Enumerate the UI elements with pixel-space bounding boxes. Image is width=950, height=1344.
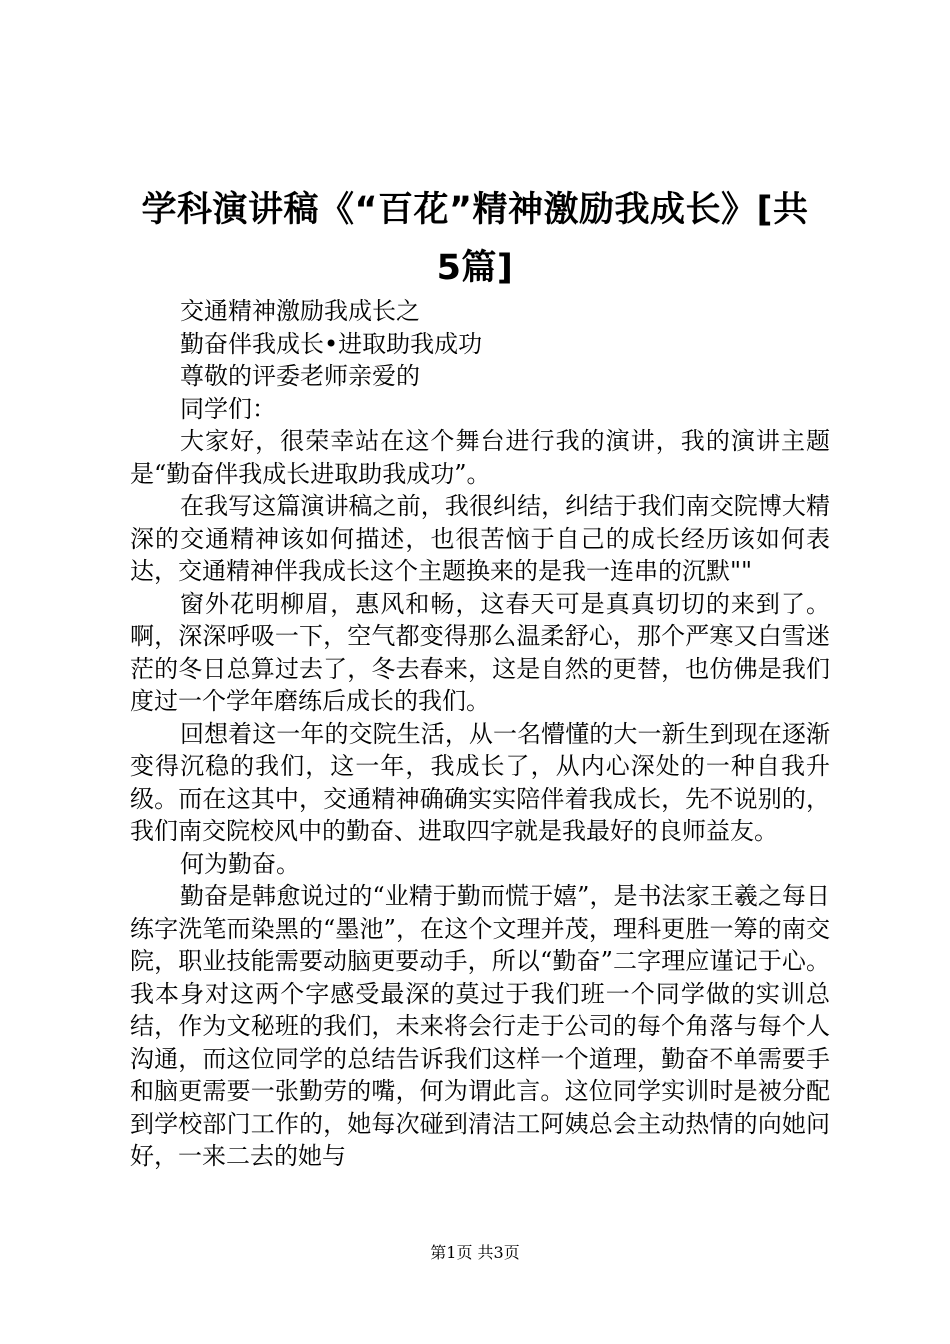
document-title: [120, 181, 830, 297]
paragraph: 何为勤奋。: [180, 849, 300, 878]
paragraph: 窗外花明柳眉，惠风和畅，这春天可是真真切切的来到了。啊，深深呼吸一下，空气都变得那么温柔舒心，那个严寒又白雪迷茫的冬日总算过去了，冬去春来，这是自然的更替，也仿佛是我们度过一个学年磨练后成长的我们。: [130, 589, 830, 715]
paragraph: 尊敬的评委老师亲爱的: [180, 362, 420, 390]
page-footer: 第1页 共3页: [430, 1243, 520, 1262]
paragraph: 大家好，很荣幸站在这个舞台进行我的演讲，我的演讲主题是“勤奋伴我成长进取助我成功”。: [130, 427, 830, 488]
paragraph: 回想着这一年的交院生活，从一名懵懂的大一新生到现在逐渐变得沉稳的我们，这一年，我成长了，从内心深处的一种自我升级。而在这其中，交通精神确确实实陪伴着我成长，先不说别的，我们南交院校风中的勤奋、进取四字就是我最好的良师益友。: [130, 719, 830, 845]
paragraph: 同学们：: [180, 394, 276, 423]
paragraph: 勤奋是韩愈说过的“业精于勤而慌于嬉”，是书法家王羲之每日练字洗笔而染黑的“墨池”，在这个文理并茂，理科更胜一筹的南交院，职业技能需要动脑更要动手，所以“勤奋”二字理应谨记于心。我本身对这两个字感受最深的莫过于我们班一个同学做的实训总结，作为文秘班的我们，未来将会行走于公司的每个角落与每个人沟通，而这位同学的总结告诉我们这样一个道理，勤奋不单需要手和脑更需要一张勤劳的嘴，何为谓此言。这位同学实训时是被分配到学校部门工作的，她每次碰到清洁工阿姨总会主动热情的向她问好，一来二去的她与: [130, 882, 830, 1170]
paragraph: 在我写这篇演讲稿之前，我很纠结，纠结于我们南交院博大精深的交通精神该如何描述，也很苦恼于自己的成长经历该如何表达，交通精神伴我成长这个主题换来的是我一连串的沉默"": [130, 492, 830, 585]
document-body: [130, 295, 830, 1173]
paragraph: 勤奋伴我成长•进取助我成功: [180, 329, 483, 358]
title-line-1: 学科演讲稿《“百花”精神激励我成长》[共: [141, 190, 809, 230]
title-line-2: 5篇]: [436, 248, 514, 288]
paragraph: 交通精神激励我成长之: [180, 297, 420, 325]
